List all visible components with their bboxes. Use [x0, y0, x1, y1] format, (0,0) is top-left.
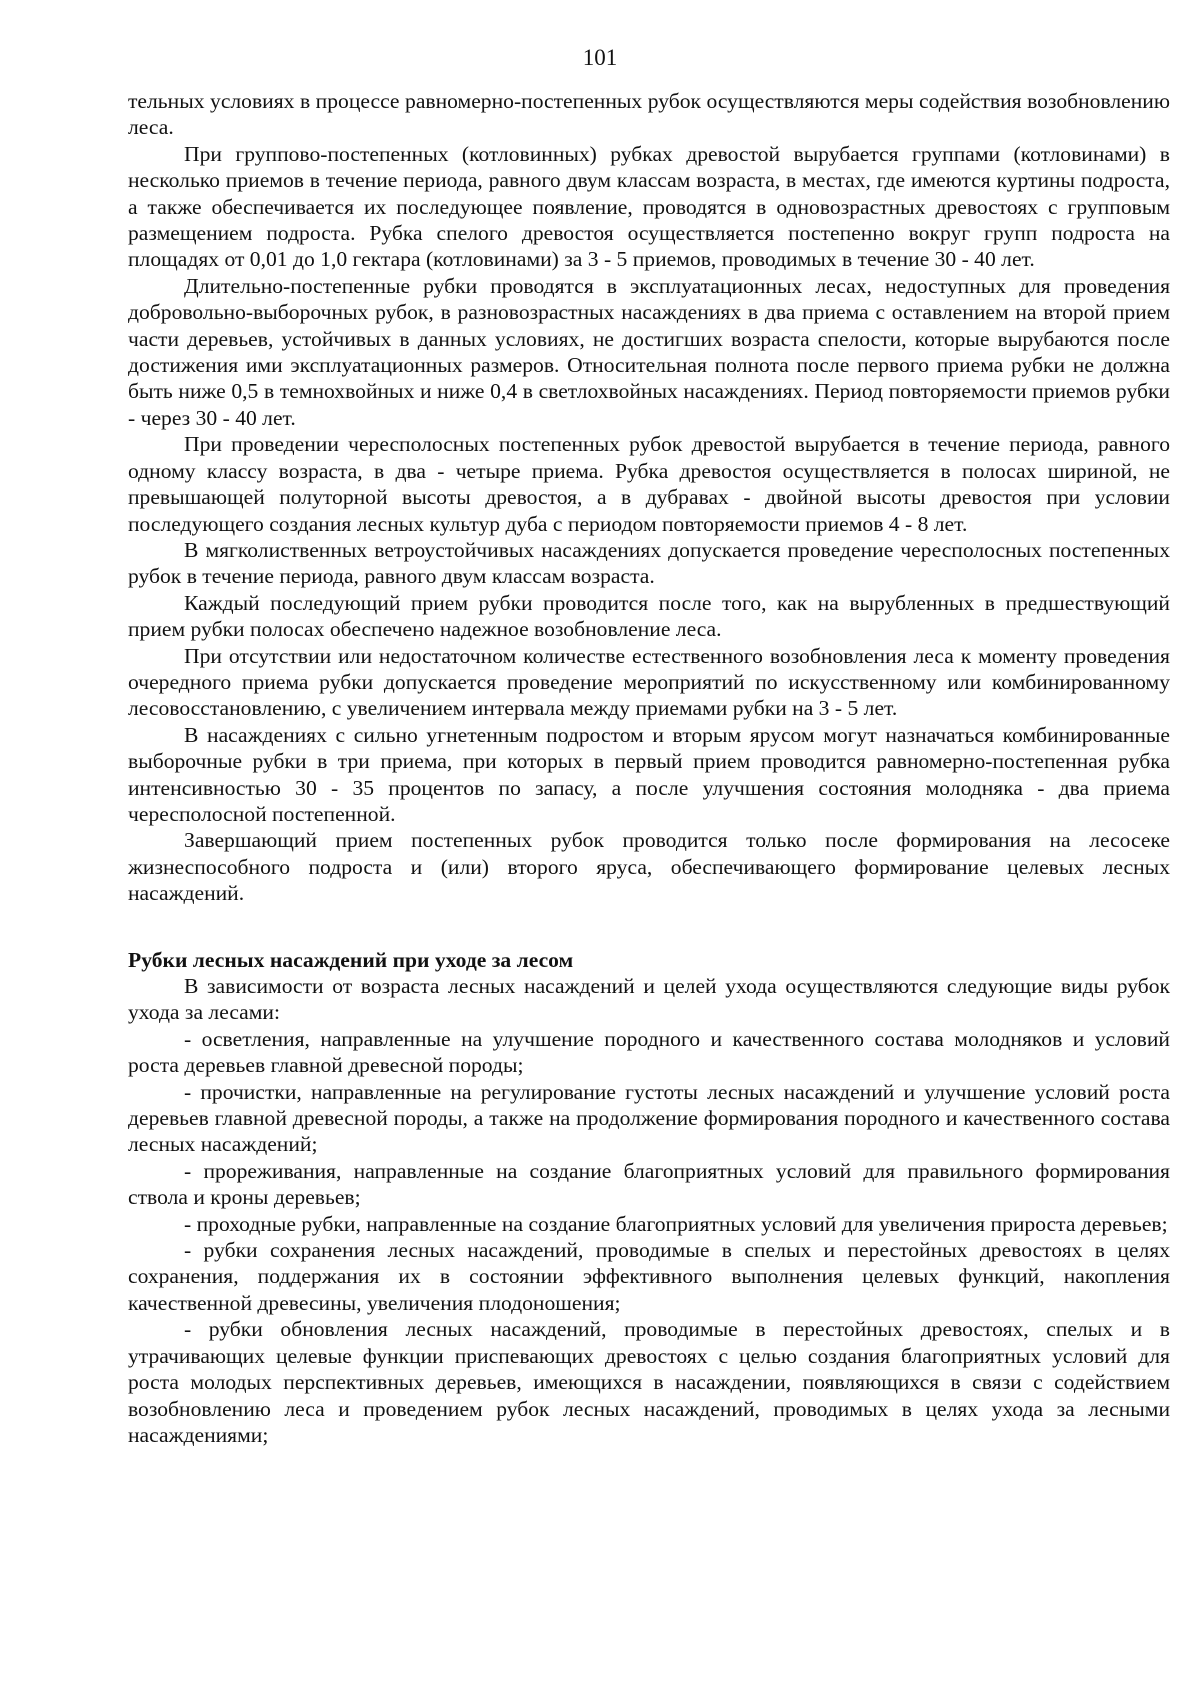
paragraph: В зависимости от возраста лесных насаждений и целей ухода осуществляются следующие виды рубок ухода за лесами:	[128, 974, 1170, 1025]
page-content	[128, 88, 1170, 1448]
paragraph: В мягколиственных ветроустойчивых насаждениях допускается проведение чересполосных постепенных рубок в течение периода, равного двум классам возраста.	[128, 537, 1170, 589]
list-item: - прореживания, направленные на создание благоприятных условий для правильного формирования ствола и кроны деревьев;	[128, 1158, 1170, 1210]
list-item: - рубки обновления лесных насаждений, проводимые в перестойных древостоях, спелых и в утрачивающих целевые функции приспевающих древостоях с целью создания благоприятных условий для роста молодых перспективных деревьев, имеющихся в насаждении, появляющихся в связи с содействием возобновлению леса и проведением рубок лесных насаждений, проводимых в целях ухода за лесными насаждениями;	[128, 1317, 1170, 1447]
section-heading: Рубки лесных насаждений при уходе за лесом	[128, 947, 574, 972]
paragraph: При отсутствии или недостаточном количестве естественного возобновления леса к моменту проведения очередного приема рубки допускается проведение мероприятий по искусственному или комбинированному лесовосстановлению, с увеличением интервала между приемами рубки на 3 - 5 лет.	[128, 643, 1170, 721]
paragraph: Завершающий прием постепенных рубок проводится только после формирования на лесосеке жизнеспособного подроста и (или) второго яруса, обеспечивающего формирование целевых лесных насаждений.	[128, 828, 1170, 906]
paragraph: В насаждениях с сильно угнетенным подростом и вторым ярусом могут назначаться комбинированные выборочные рубки в три приема, при которых в первый прием проводится равномерно-постепенная рубка интенсивностью 30 - 35 процентов по запасу, а после улучшения состояния молодняка - два приема чересполосной постепенной.	[128, 722, 1170, 826]
list-item: - рубки сохранения лесных насаждений, проводимые в спелых и перестойных древостоях в целях сохранения, поддержания их в состоянии эффективного выполнения целевых функций, накопления качественной древесины, увеличения плодоношения;	[128, 1238, 1170, 1315]
paragraph: При группово-постепенных (котловинных) рубках древостой вырубается группами (котловинами) в несколько приемов в течение периода, равного двум классам возраста, в местах, где имеются куртины подроста, а также обеспечивается их последующее появление, проводятся в одновозрастных древостоях с групповым размещением подроста. Рубка спелого древостоя осуществляется постепенно вокруг групп подроста на площадях от 0,01 до 1,0 гектара (котловинами) за 3 - 5 приемов, проводимых в течение 30 - 40 лет.	[128, 141, 1170, 272]
paragraph: тельных условиях в процессе равномерно-постепенных рубок осуществляются меры содействия возобновлению леса.	[128, 89, 1170, 140]
paragraph: При проведении чересполосных постепенных рубок древостой вырубается в течение периода, равного одному классу возраста, в два - четыре приема. Рубка древостоя осуществляется в полосах шириной, не превышающей полуторной высоты древостоя, а в дубравах - двойной высоты древостоя при условии последующего создания лесных культур дуба с периодом повторяемости приемов 4 - 8 лет.	[128, 432, 1170, 536]
list-item: - осветления, направленные на улучшение породного и качественного состава молодняков и условий роста деревьев главной древесной породы;	[128, 1026, 1170, 1078]
page-number: 101	[582, 45, 618, 70]
list-item: - проходные рубки, направленные на создание благоприятных условий для увеличения прироста деревьев;	[184, 1211, 1168, 1236]
paragraph: Каждый последующий прием рубки проводится после того, как на вырубленных в предшествующий прием рубки полосах обеспечено надежное возобновление леса.	[128, 590, 1170, 642]
paragraph: Длительно-постепенные рубки проводятся в эксплуатационных лесах, недоступных для проведения добровольно-выборочных рубок, в разновозрастных насаждениях в два приема с оставлением на второй прием части деревьев, устойчивых в данных условиях, не достигших возраста спелости, которые вырубаются после достижения ими эксплуатационных размеров. Относительная полнота после первого приема рубки не должна быть ниже 0,5 в темнохвойных и ниже 0,4 в светлохвойных насаждениях. Период повторяемости приемов рубки - через 30 - 40 лет.	[128, 273, 1170, 430]
list-item: - прочистки, направленные на регулирование густоты лесных насаждений и улучшение условий роста деревьев главной древесной породы, а также на продолжение формирования породного и качественного состава лесных насаждений;	[128, 1079, 1170, 1157]
